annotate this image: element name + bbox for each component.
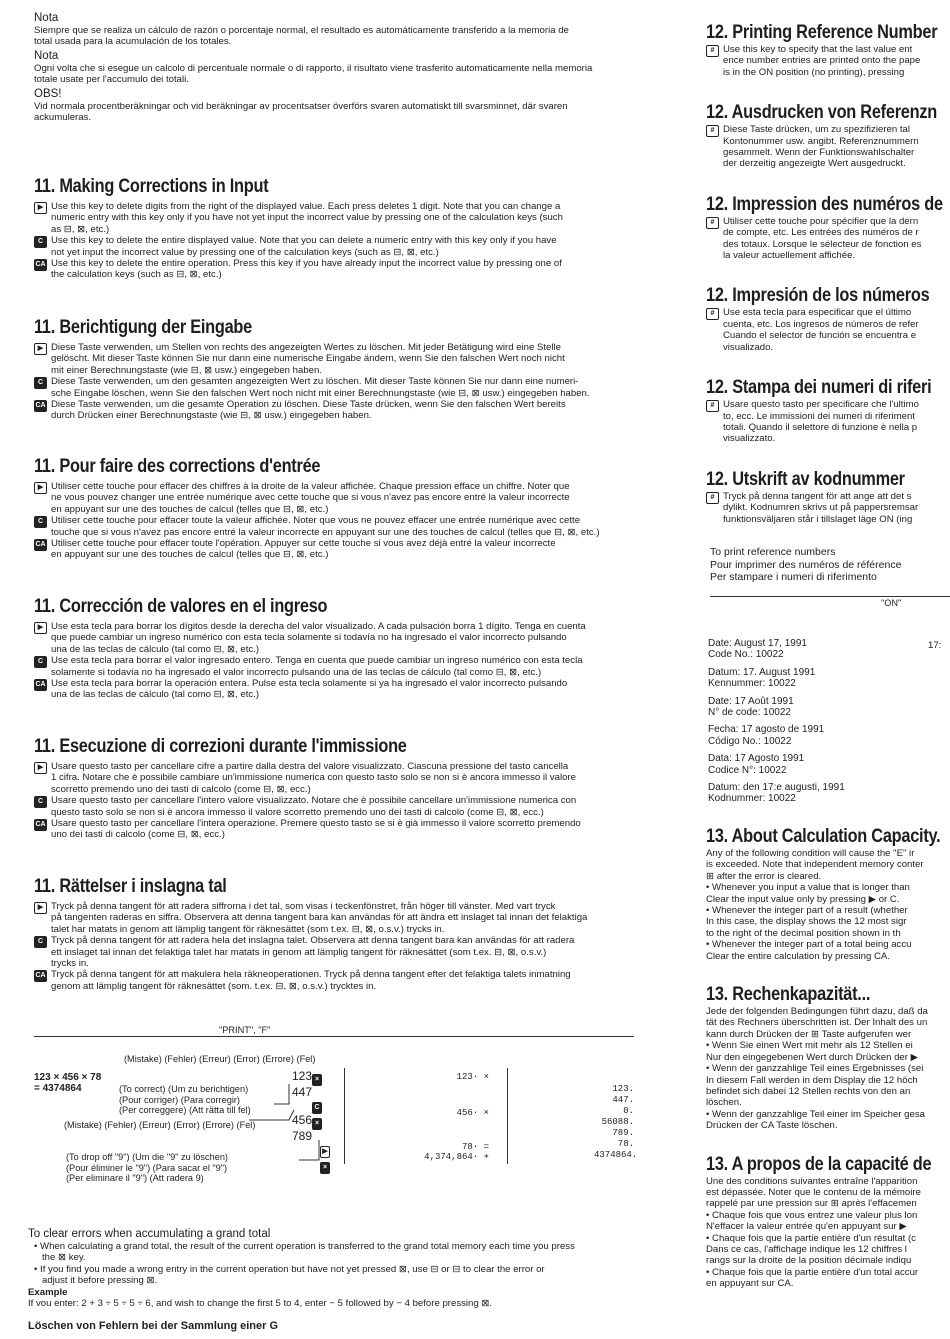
- section-item: [34, 621, 646, 655]
- section-correccion: [34, 596, 646, 701]
- capacity-line: In this case, the display shows the 12 most sigr: [706, 916, 907, 928]
- ref-section: [706, 102, 950, 170]
- capacity-line: • Wenn der ganzzahlige Teil einer im Speicher gesa: [706, 1108, 925, 1120]
- section-corrections-entree: [34, 456, 646, 561]
- capacity-line: Drücken der CA Taste löschen.: [706, 1120, 838, 1132]
- date-code-list: [708, 638, 908, 805]
- arrow-key-icon: ▶: [34, 762, 47, 774]
- tape1-line: 4,374,864· ∗: [424, 1152, 489, 1162]
- section-item-line: uno dei tasti di calcolo (come ⊟, ⊠, ecc.): [51, 829, 225, 841]
- capacity-line: befindet sich dabei 12 Stellen rechts von den an: [706, 1085, 911, 1097]
- section-item: [34, 818, 646, 841]
- capacity-line: Clear the entire calculation by pressing CA.: [706, 950, 890, 962]
- section-item: [34, 201, 646, 235]
- section-item-line: scorretto premendo uno dei tasti di calcolo (come ⊟, ⊠, ecc.): [51, 783, 311, 795]
- section-title: 11. Making Corrections in Input: [34, 176, 269, 197]
- section-item-line: Tryck på denna tangent för att radera hela det inslagna talet. Observera att denna tangent bara kan användas för att radera: [51, 935, 575, 947]
- section-item-line: una de las teclas de cálculo (tal como ⊟, ⊠, etc.): [51, 689, 260, 701]
- ref-line: is in the ON position (no printing), pressing: [723, 66, 905, 78]
- section-item-line: as ⊟, ⊠, etc.): [51, 223, 110, 235]
- correct-line-2: (Pour corriger) (Para corregir): [119, 1094, 240, 1105]
- note-line: Ogni volta che si esegue un calcolo di percentuale normale o di rapporto, il risultato viene trasferito automaticamente nella memoria: [34, 62, 593, 74]
- capacity-line: Dans ce cas, l'affichage indique les 12 chiffres l: [706, 1243, 907, 1255]
- section-item-line: numeric entry with this key only if you have not yet input the incorrect value by pressing one of the calculation keys (such: [51, 212, 563, 224]
- date-line: Date: August 17, 1991: [708, 638, 807, 649]
- section-item: [34, 258, 646, 281]
- print-key-icon: #: [706, 125, 719, 137]
- ref-section: [706, 22, 950, 78]
- ref-line: dylikt. Kodnumren skrivs ut på pappersremsar: [723, 502, 919, 514]
- section-item-line: questo tasto solo se non si è ancora immesso il valore scorretto premendo uno dei tasti di calcolo (come ⊟, ⊠, ecc.): [51, 806, 544, 818]
- section-item-line: solamente si todavía no ha ingresado el valor incorrecto pulsando una de las teclas de cálculo (tal como ⊟, ⊠, etc.): [51, 666, 542, 678]
- print-key-icon: #: [706, 308, 719, 320]
- capacity-line: en appuyant sur CA.: [706, 1278, 794, 1290]
- note-line: totale usate per l'accumulo dei totali.: [34, 74, 189, 86]
- date-line: Datum: den 17:e augusti, 1991: [708, 782, 845, 794]
- note-line: Siempre que se realiza un cálculo de razón o porcentaje normal, el resultado es automáticamente transferido a la memoria de: [34, 25, 569, 36]
- capacity-line: • Chaque fois que la partie entière d'un résultat (c: [706, 1232, 916, 1244]
- mode-label: "PRINT", "F": [219, 1025, 271, 1035]
- code-line: Code No.: 10022: [708, 649, 784, 661]
- key-entry-3: 456: [292, 1113, 313, 1127]
- print-key-icon: #: [706, 492, 719, 504]
- ref-line: des totaux. Lorsque le sélecteur de fonction es: [723, 238, 922, 250]
- printer-tape-2: [594, 1084, 638, 1161]
- grand-total-block: [28, 1228, 648, 1333]
- clear-all-key-icon: CA: [34, 679, 47, 691]
- section-item-line: 1 cifra. Notare che è possibile cambiare un'immissione numerica con questo tasto solo se non si è ancora immesso il valore: [51, 772, 576, 784]
- section-item-line: mit einer Berechnungstaste (wie ⊟, ⊠ usw.) eingegeben haben.: [51, 364, 322, 376]
- section-item-line: en appuyant sur une des touches de calcul (telles que ⊟, ⊠, etc.): [51, 503, 329, 515]
- tape2-line: 78.: [617, 1139, 634, 1149]
- arrow-key-icon: ▶: [34, 343, 47, 355]
- right-column: [706, 0, 950, 1339]
- code-line: Kodnummer: 10022: [708, 793, 796, 805]
- section-item-line: Diese Taste verwenden, um Stellen von rechts des angezeigten Wertes zu löschen. Mit jeder Betätigung wird eine Stelle: [51, 342, 561, 353]
- section-item-line: Use esta tecla para borrar el valor ingresado entero. Tenga en cuenta que puede cambiar un ingreso numérico con esta tecla: [51, 655, 583, 667]
- section-item-line: the calculation keys (such as ⊟, ⊠, etc.): [51, 269, 222, 281]
- dropoff-line-1: (To drop off "9") (Um die "9" zu löschen): [66, 1152, 228, 1162]
- ref-line: Diese Taste drücken, um zu spezifizieren tal: [723, 124, 910, 136]
- section-item-line: touche que si vous n'avez pas encore entré la valeur incorrecte en appuyant sur une des touches de calcul (telles que ⊟, ⊠, etc.): [51, 526, 600, 538]
- note: [34, 50, 646, 86]
- ref-section-title: 12. Impression des numéros de: [706, 193, 943, 215]
- print-head: Per stampare i numeri di riferimento: [710, 571, 877, 583]
- section-item-line: trycks in.: [51, 958, 89, 970]
- correct-labels: [119, 1084, 251, 1116]
- tape2-line: 789.: [612, 1128, 634, 1138]
- arrow-key-icon: ▶: [34, 202, 47, 214]
- example-text: If vou enter: 2 + 3 ÷ 5 ÷ 5 ÷ 6, and wish to change the first 5 to 4, enter − 5 followed by − 4 before pressing ⊠.: [28, 1298, 493, 1310]
- date-line: Datum: 17. August 1991: [708, 666, 816, 678]
- tape1-line: 456· ×: [456, 1108, 489, 1118]
- section-item: [34, 481, 646, 515]
- capacity-line: • Wenn der ganzzahlige Teil eines Ergebnisses (sei: [706, 1063, 924, 1075]
- tape2-line: 56088.: [601, 1117, 634, 1127]
- key-entry-1: 123: [292, 1069, 313, 1083]
- capacity-line: Jede der folgenden Bedingungen führt dazu, daß da: [706, 1006, 928, 1018]
- key-sequence: 123 × 447 C 456 × 789 ▶ ×: [292, 1070, 333, 1174]
- clear-key-icon: C: [34, 236, 47, 248]
- ref-section: [706, 469, 950, 525]
- capacity-line: ⊞ after the error is cleared.: [706, 870, 822, 882]
- section-item: [34, 538, 646, 561]
- section-rattelser: [34, 876, 646, 992]
- clear-all-key-icon: CA: [34, 539, 47, 551]
- tape1-line: 78· =: [461, 1142, 489, 1152]
- capacity-line: N'effacer la valeur entrée qu'en appuyant sur ▶: [706, 1221, 907, 1233]
- section-item: [34, 795, 646, 818]
- date-line: Data: 17 Agosto 1991: [708, 753, 805, 765]
- section-item: [34, 376, 646, 399]
- print-key-icon: #: [706, 45, 719, 57]
- section-item: [34, 678, 646, 701]
- note-title: Nota: [34, 49, 59, 62]
- section-berichtigung: [34, 317, 646, 422]
- section-item-line: genom att lämplig tangent för räknesättet (som. t.ex. ⊟, ⊠, o.s.v.) trycktes in.: [51, 980, 377, 992]
- section-item: [34, 761, 646, 795]
- ref-line: Use this key to specify that the last value ent: [723, 44, 913, 55]
- section-item: [34, 399, 646, 422]
- capacity-line: Une des conditions suivantes entraîne l'apparition: [706, 1175, 918, 1187]
- ref-section-title: 12. Impresión de los números: [706, 285, 930, 307]
- footer-cut-text: Löschen von Fehlern bei der Sammlung einer G: [28, 1321, 278, 1333]
- clear-key-icon: C: [34, 656, 47, 668]
- section-12-group: [706, 22, 950, 525]
- section-item-line: gelöscht. Mit dieser Taste können Sie nur dann eine numerische Eingabe ändern, wenn Sie den falschen Wert noch nicht: [51, 353, 565, 365]
- section-item-line: not yet input the incorrect value by pressing one of the calculation keys (such as ⊟, ⊠, etc.): [51, 246, 439, 258]
- date-line: Date: 17 Août 1991: [708, 695, 794, 707]
- divider: [34, 1036, 634, 1037]
- calc-result: = 4374864: [34, 1083, 82, 1094]
- capacity-line: • Chaque fois que vous entrez une valeur plus lon: [706, 1209, 918, 1221]
- section-item-line: Utiliser cette touche pour effacer des chiffres à la droite de la valeur affichée. Chaque pression efface un chiffre. Noter que: [51, 481, 570, 492]
- ref-line: Utiliser cette touche pour spécifier que la dern: [723, 215, 919, 227]
- clear-all-key-icon: CA: [34, 259, 47, 271]
- note-line: total usada para la acumulación de los totales.: [34, 36, 232, 48]
- clear-key-icon: C: [34, 377, 47, 389]
- section-esecuzione: [34, 736, 646, 841]
- key-entry-4: 789: [292, 1129, 313, 1143]
- section-item-line: sche Eingabe löschen, wenn Sie den falschen Wert noch nicht mit einer Berechnungstaste (wie ⊟, ⊠ usw.) eingegeben haben.: [51, 387, 590, 399]
- section-item-line: Tryck på denna tangent för att radera siffrorna i det tal, som visas i teckenfönstret, från höger till vänster. Med vart tryck: [51, 901, 556, 912]
- capacity-line: Nur den eingegebenen Wert durch Drücken der ▶: [706, 1051, 918, 1063]
- code-line: Codice N°: 10022: [708, 764, 787, 776]
- section-title: 11. Pour faire des corrections d'entrée: [34, 456, 321, 477]
- section-item: [34, 969, 646, 992]
- ref-line: cuenta, etc. Los ingresos de números de refer: [723, 318, 919, 330]
- code-line: N° de code: 10022: [708, 707, 791, 719]
- section-title: 11. Esecuzione di correzioni durante l'immissione: [34, 736, 407, 757]
- ref-line: Usare questo tasto per specificare che l'ultimo: [723, 399, 919, 411]
- note: [34, 12, 646, 48]
- capacity-section-title: 13. About Calculation Capacity.: [706, 826, 941, 847]
- section-title: 11. Berichtigung der Eingabe: [34, 317, 252, 338]
- mistake-label-2: (Mistake) (Fehler) (Erreur) (Error) (Errore) (Fel): [64, 1120, 256, 1130]
- section-item-line: que puede cambiar un ingreso numérico con esta tecla solamente si todavía no ha ingresado el valor incorrecto pulsando: [51, 632, 567, 644]
- ref-line: Kontonummer usw. angibt. Referenznummern: [723, 135, 919, 147]
- dropoff-labels: [66, 1152, 228, 1184]
- date-line: Fecha: 17 agosto de 1991: [708, 724, 825, 736]
- mistake-label: (Mistake) (Fehler) (Erreur) (Error) (Errore) (Fel): [124, 1054, 316, 1064]
- ref-line: Use esta tecla para especificar que el último: [723, 307, 912, 319]
- grand-total-title: To clear errors when accumulating a grand total: [28, 1228, 271, 1240]
- capacity-line: • Whenever the integer part of a total being accu: [706, 939, 912, 951]
- tape2-line: 4374864.: [594, 1150, 638, 1160]
- ref-section-title: 12. Ausdrucken von Referenzn: [706, 102, 937, 124]
- dropoff-line-3: (Per eliminare il "9") (Att radera 9): [66, 1173, 204, 1184]
- capacity-line: löschen.: [706, 1097, 742, 1109]
- notes-block: [34, 12, 646, 125]
- ref-section-title: 12. Stampa dei numeri di riferi: [706, 377, 932, 399]
- grand-total-bullet: adjust it before pressing ⊠.: [42, 1275, 158, 1287]
- capacity-line: In diesem Fall werden in dem Display die 12 höch: [706, 1074, 918, 1086]
- section-item-line: Diese Taste verwenden, um den gesamten angezeigten Wert zu löschen. Mit dieser Taste können Sie nur dann eine numeri-: [51, 376, 579, 388]
- grand-total-bullet: the ⊠ key.: [42, 1252, 86, 1264]
- tape2-line: 0.: [623, 1106, 634, 1116]
- code-line: Código No.: 10022: [708, 735, 792, 747]
- ref-section-body: [706, 399, 950, 445]
- divider: [710, 596, 950, 597]
- section-item-line: Use esta tecla para borrar la operación entera. Pulse esta tecla solamente si ya ha ingresado el valor incorrecto pulsando: [51, 678, 568, 690]
- capacity-line: • Wenn Sie einen Wert mit mehr als 12 Stellen ei: [706, 1040, 913, 1052]
- ref-line: la valeur actuellement affichée.: [723, 250, 856, 262]
- note: [34, 88, 646, 124]
- ref-line: Tryck på denna tangent för att ange att det s: [723, 490, 912, 502]
- capacity-section-title: 13. Rechenkapazität...: [706, 984, 871, 1006]
- example-label: Example: [28, 1286, 68, 1298]
- section-making-corrections: [34, 176, 646, 281]
- grand-total-bullet: • When calculating a grand total, the result of the current operation is transferred to the grand total memory each time you press: [34, 1241, 575, 1252]
- section-item-line: ne vous pouvez changer une entrée numérique avec cette touche que si vous n'avez pas encore entré la valeur incorrecte: [51, 492, 570, 504]
- note-line: Vid normala procentberäkningar och vid beräkningar av procentsatser överförs svaren automatiskt till svarsminnet, där svaren: [34, 100, 568, 112]
- ref-line: gesammelt. Wenn der Funktionswahlschalter: [723, 147, 915, 159]
- capacity-line: • Whenever the integer part of a result (whether: [706, 905, 908, 917]
- ref-section: [706, 285, 950, 353]
- grand-total-bullet: • If you find you made a wrong entry in the current operation but have not yet pressed ⊠, use ⊟ or ⊟ to clear the error or: [34, 1263, 545, 1275]
- section-item-line: Diese Taste verwenden, um die gesamte Operation zu löschen. Diese Taste drücken, wenn Sie den falschen Wert bereits: [51, 399, 566, 411]
- tape2-line: 123.: [612, 1084, 634, 1094]
- arrow-key-icon: ▶: [34, 482, 47, 494]
- clear-key-icon: C: [34, 516, 47, 528]
- section-item-line: Usare questo tasto per cancellare l'intero valore visualizzato. Notare che è possibile cancellare un'immissione numerica con: [51, 795, 577, 807]
- section-item: [34, 515, 646, 538]
- section-item-line: Utiliser cette touche pour effacer toute l'opération. Appuyer sur cette touche si vous avez déjà entré la valeur incorrecte: [51, 538, 556, 550]
- capacity-line: • Whenever you input a value that is longer than: [706, 882, 910, 894]
- note-line: ackumuleras.: [34, 112, 92, 124]
- dropoff-line-2: (Pour éliminer le "9") (Para sacar el "9"): [66, 1162, 228, 1173]
- print-key-icon: #: [706, 400, 719, 412]
- calc-expression: 123 × 456 × 78: [34, 1072, 102, 1083]
- section-item-line: una de las teclas de cálculo (tal como ⊟, ⊠, etc.): [51, 643, 260, 655]
- ref-section-body: [706, 307, 950, 353]
- section-item-line: ett inslaget tal innan det felaktiga talet har matats in genom att lämplig tangent för räknesättet (som t.ex. ⊟, ⊠, o.s.v.): [51, 946, 547, 958]
- printer-tape-1: [344, 1068, 508, 1164]
- ref-section: [706, 377, 950, 445]
- ref-line: Cuando el selector de función se encuentra e: [723, 330, 917, 342]
- code-line: Kennummer: 10022: [708, 678, 796, 690]
- ref-line: visualizzato.: [723, 433, 776, 445]
- section-title: 11. Rättelser i inslagna tal: [34, 876, 227, 897]
- section-item-line: Use esta tecla para borrar los dígitos desde la derecha del valor visualizado. A cada pulsación borra 1 dígito. Tenga en cuenta: [51, 621, 586, 632]
- capacity-line: rappelé par une pression sur ⊞ après l'effacemen: [706, 1198, 917, 1210]
- section-item: [34, 235, 646, 258]
- section-item-line: Tryck på denna tangent för att makulera hela räkneoperationen. Tryck på denna tangent efter det felaktiga talets inmatning: [51, 969, 571, 981]
- capacity-line: Clear the input value only by pressing ▶ or C.: [706, 893, 900, 905]
- clear-all-key-icon: CA: [34, 819, 47, 831]
- tape2-line: 447.: [612, 1095, 634, 1105]
- ref-line: de compte, etc. Les entrées des numéros de r: [723, 227, 919, 239]
- ref-line: totali. Quando il selettore di funzione è nella p: [723, 421, 918, 433]
- tape-value: 17:: [928, 640, 942, 651]
- arrow-key-icon: ▶: [34, 902, 47, 914]
- section-item: [34, 901, 646, 935]
- tape1-line: 123· ×: [456, 1072, 489, 1082]
- capacity-line: kann durch Drücken der ⊞ Taste aufgerufen wer: [706, 1028, 912, 1040]
- key-entry-2: 447: [292, 1085, 313, 1099]
- section-item: [34, 342, 646, 376]
- capacity-line: • Chaque fois que la partie entière d'un total accur: [706, 1266, 919, 1278]
- capacity-line: tät des Rechners überschritten ist. Der Inhalt des un: [706, 1017, 928, 1029]
- section-item-line: durch Drücken einer Berechnungstaste (wie ⊟, ⊠ usw.) eingegeben haben.: [51, 410, 372, 422]
- section-item-line: Use this key to delete digits from the right of the displayed value. Each press deletes 1 digit. Note that you can change a: [51, 201, 561, 212]
- ref-section: [706, 194, 950, 262]
- section-13-group: [706, 826, 950, 1290]
- arrow-key-icon: ▶: [34, 622, 47, 634]
- section-item-line: en appuyant sur une des touches de calcul (telles que ⊟, ⊠, etc.): [51, 549, 329, 561]
- ref-section-body: [706, 44, 950, 78]
- capacity-section: [706, 1154, 950, 1290]
- section-item: [34, 935, 646, 969]
- section-item-line: på tangenten raderas en siffra. Observera att denna tangent bara kan användas för att ändra ett inslaget tal innan det felaktiga: [51, 912, 588, 924]
- correct-line-3: (Per correggere) (Att rätta till fel): [119, 1105, 251, 1116]
- note-title: Nota: [34, 12, 59, 24]
- ref-line: funktionsväljaren står i tillslaget läge ON (ing: [723, 513, 913, 525]
- capacity-section: [706, 984, 950, 1131]
- capacity-line: to the right of the decimal position shown in th: [706, 927, 901, 939]
- section-item-line: talet har matats in genom att lämplig tangent för räknesättet (som t.ex. ⊟, ⊠, o.s.v.) trycks in.: [51, 923, 445, 935]
- clear-key-icon: C: [34, 936, 47, 948]
- note-title: OBS!: [34, 87, 62, 100]
- section-title: 11. Corrección de valores en el ingreso: [34, 596, 328, 617]
- capacity-section-title: 13. A propos de la capacité de: [706, 1153, 932, 1175]
- capacity-line: rangs sur la droite de la position décimale indiqu: [706, 1255, 912, 1267]
- capacity-line: est dépassée. Noter que le contenu de la mémoire: [706, 1186, 921, 1198]
- section-item-line: Usare questo tasto per cancellare l'intera operazione. Premere questo tasto se si è già immesso il valore scorretto premendo: [51, 818, 581, 830]
- ref-section-body: [706, 124, 950, 170]
- capacity-section: [706, 826, 950, 962]
- ref-section-title: 12. Utskrift av kodnummer: [706, 468, 905, 490]
- print-heads: [710, 546, 950, 584]
- section-item-line: Use this key to delete the entire displayed value. Note that you can delete a numeric entry with this key only if you have: [51, 235, 557, 247]
- ref-section-body: [706, 491, 950, 525]
- print-head: Pour imprimer des numéros de référence: [710, 558, 902, 571]
- section-item-line: Use this key to delete the entire operation. Press this key if you have already input the incorrect value by pressing one of: [51, 258, 562, 270]
- ref-line: to, ecc. Le immissioni dei numeri di riferiment: [723, 410, 915, 422]
- print-key-icon: #: [706, 217, 719, 229]
- ref-section-body: [706, 216, 950, 262]
- ref-line: der derzeitig angezeigte Wert ausgedruckt.: [723, 158, 906, 170]
- clear-all-key-icon: CA: [34, 970, 47, 982]
- section-item: [34, 655, 646, 678]
- ref-line: ence number entries are printed onto the pape: [723, 55, 921, 67]
- correct-line-1: (To correct) (Um zu berichtigen): [119, 1084, 249, 1094]
- ref-line: visualizado.: [723, 341, 774, 353]
- section-item-line: Utiliser cette touche pour effacer toute la valeur affichée. Noter que vous ne pouvez effacer une entrée numérique avec cette: [51, 515, 581, 527]
- bracket-lines: [244, 1060, 324, 1170]
- capacity-line: is exceeded. Note that independent memory conter: [706, 859, 924, 871]
- capacity-line: Any of the following condition will cause the "E" ir: [706, 848, 915, 859]
- section-item-line: Usare questo tasto per cancellare cifre a partire dalla destra del valore visualizzato. Ciascuna pressione del tasto cancella: [51, 761, 569, 772]
- clear-all-key-icon: CA: [34, 400, 47, 412]
- clear-key-icon: C: [34, 796, 47, 808]
- on-label: "ON": [881, 598, 902, 608]
- print-head: To print reference numbers: [710, 546, 836, 558]
- ref-section-title: 12. Printing Reference Number: [706, 22, 938, 43]
